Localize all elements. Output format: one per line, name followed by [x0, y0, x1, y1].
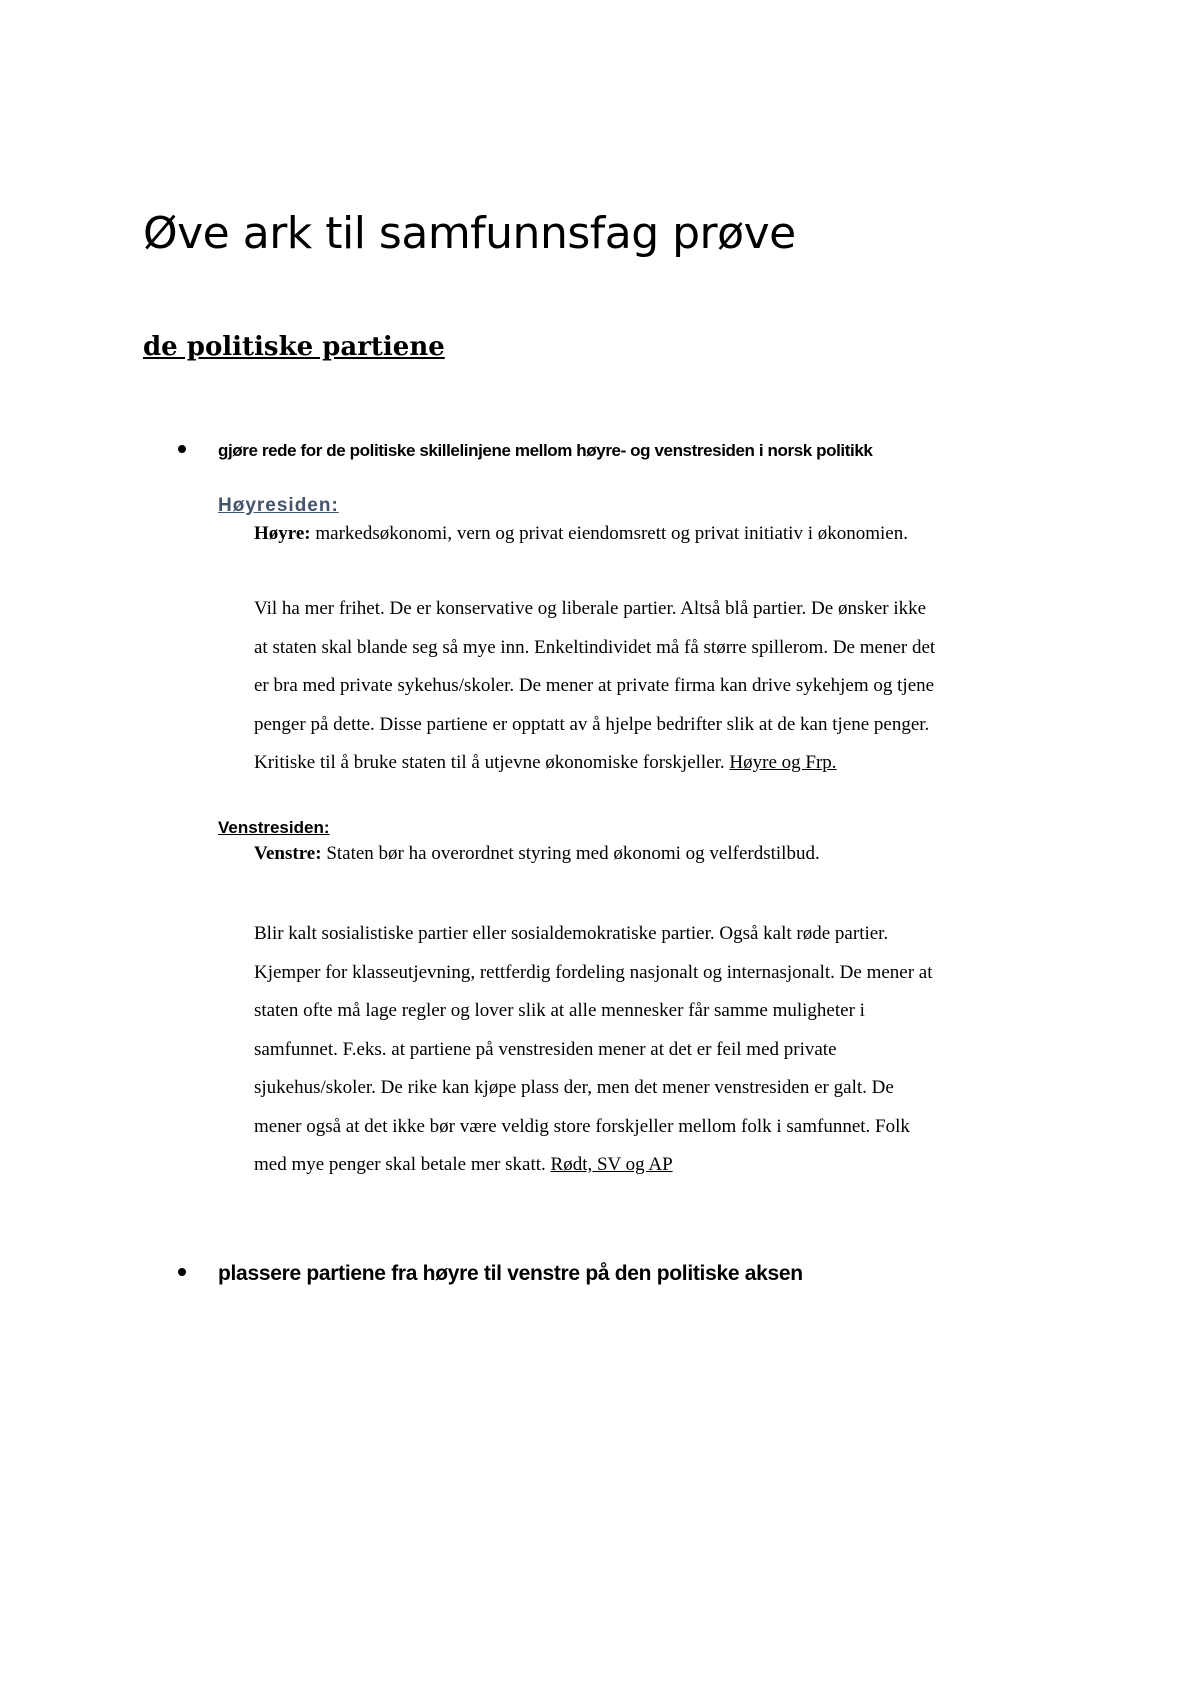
hoyre-definition-text: markedsøkonomi, vern og privat eiendomsrett og privat initiativ i økonomien.	[310, 523, 908, 544]
bullet-text: plassere partiene fra høyre til venstre på den politiske aksen	[218, 1262, 803, 1285]
paragraph-line: Vil ha mer frihet. De er konservative og liberale partier. Altså blå partier. De ønsker ikke	[254, 598, 927, 619]
paragraph-line: samfunnet. F.eks. at partiene på venstresiden mener at det er feil med private	[254, 1038, 837, 1060]
paragraph-line: sjukehus/skoler. De rike kan kjøpe plass der, men det mener venstresiden er galt. De	[254, 1077, 894, 1098]
document-title: Øve ark til samfunnsfag prøve	[143, 208, 796, 259]
bullet-icon	[178, 445, 186, 453]
paragraph-line: penger på dette. Disse partiene er opptatt av å hjelpe bedrifter slik at de kan tjene penger.	[254, 713, 930, 735]
hoyresiden-heading: Høyresiden:	[218, 495, 339, 516]
bullet-icon	[178, 1268, 186, 1276]
bullet-item	[178, 1262, 803, 1286]
venstresiden-parties: Rødt, SV og AP	[550, 1154, 673, 1175]
venstresiden-paragraph	[254, 915, 1064, 1185]
paragraph-line-text: med mye penger skal betale mer skatt.	[254, 1154, 551, 1175]
venstresiden-heading: Venstresiden:	[218, 818, 330, 837]
venstre-label: Venstre:	[254, 843, 322, 864]
paragraph-line	[254, 744, 1064, 783]
hoyresiden-paragraph	[254, 590, 1064, 783]
hoyre-definition	[254, 523, 908, 545]
paragraph-line: mener også at det ikke bør være veldig store forskjeller mellom folk i samfunnet. Folk	[254, 1115, 910, 1137]
paragraph-line-text: Kritiske til å bruke staten til å utjevne økonomiske forskjeller.	[254, 752, 730, 773]
hoyresiden-parties: Høyre og Frp.	[729, 752, 837, 773]
paragraph-line: at staten skal blande seg så mye inn. Enkeltindividet må få større spillerom. De mener det	[254, 636, 936, 658]
paragraph-line: staten ofte må lage regler og lover slik at alle mennesker får samme muligheter i	[254, 1000, 865, 1021]
bullet-text: gjøre rede for de politiske skillelinjene mellom høyre- og venstresiden i norsk politikk	[218, 441, 873, 460]
venstre-definition	[254, 843, 820, 865]
paragraph-line: Blir kalt sosialistiske partier eller sosialdemokratiske partier. Også kalt røde partier.	[254, 923, 889, 944]
venstre-definition-text: Staten bør ha overordnet styring med økonomi og velferdstilbud.	[321, 843, 820, 864]
paragraph-line: Kjemper for klasseutjevning, rettferdig fordeling nasjonalt og internasjonalt. De mener at	[254, 961, 933, 983]
paragraph-line	[254, 1146, 1064, 1185]
section-heading: de politiske partiene	[143, 332, 445, 362]
paragraph-line: er bra med private sykehus/skoler. De mener at private firma kan drive sykehjem og tjene	[254, 675, 935, 696]
hoyre-label: Høyre:	[254, 523, 311, 544]
bullet-item	[178, 441, 872, 461]
